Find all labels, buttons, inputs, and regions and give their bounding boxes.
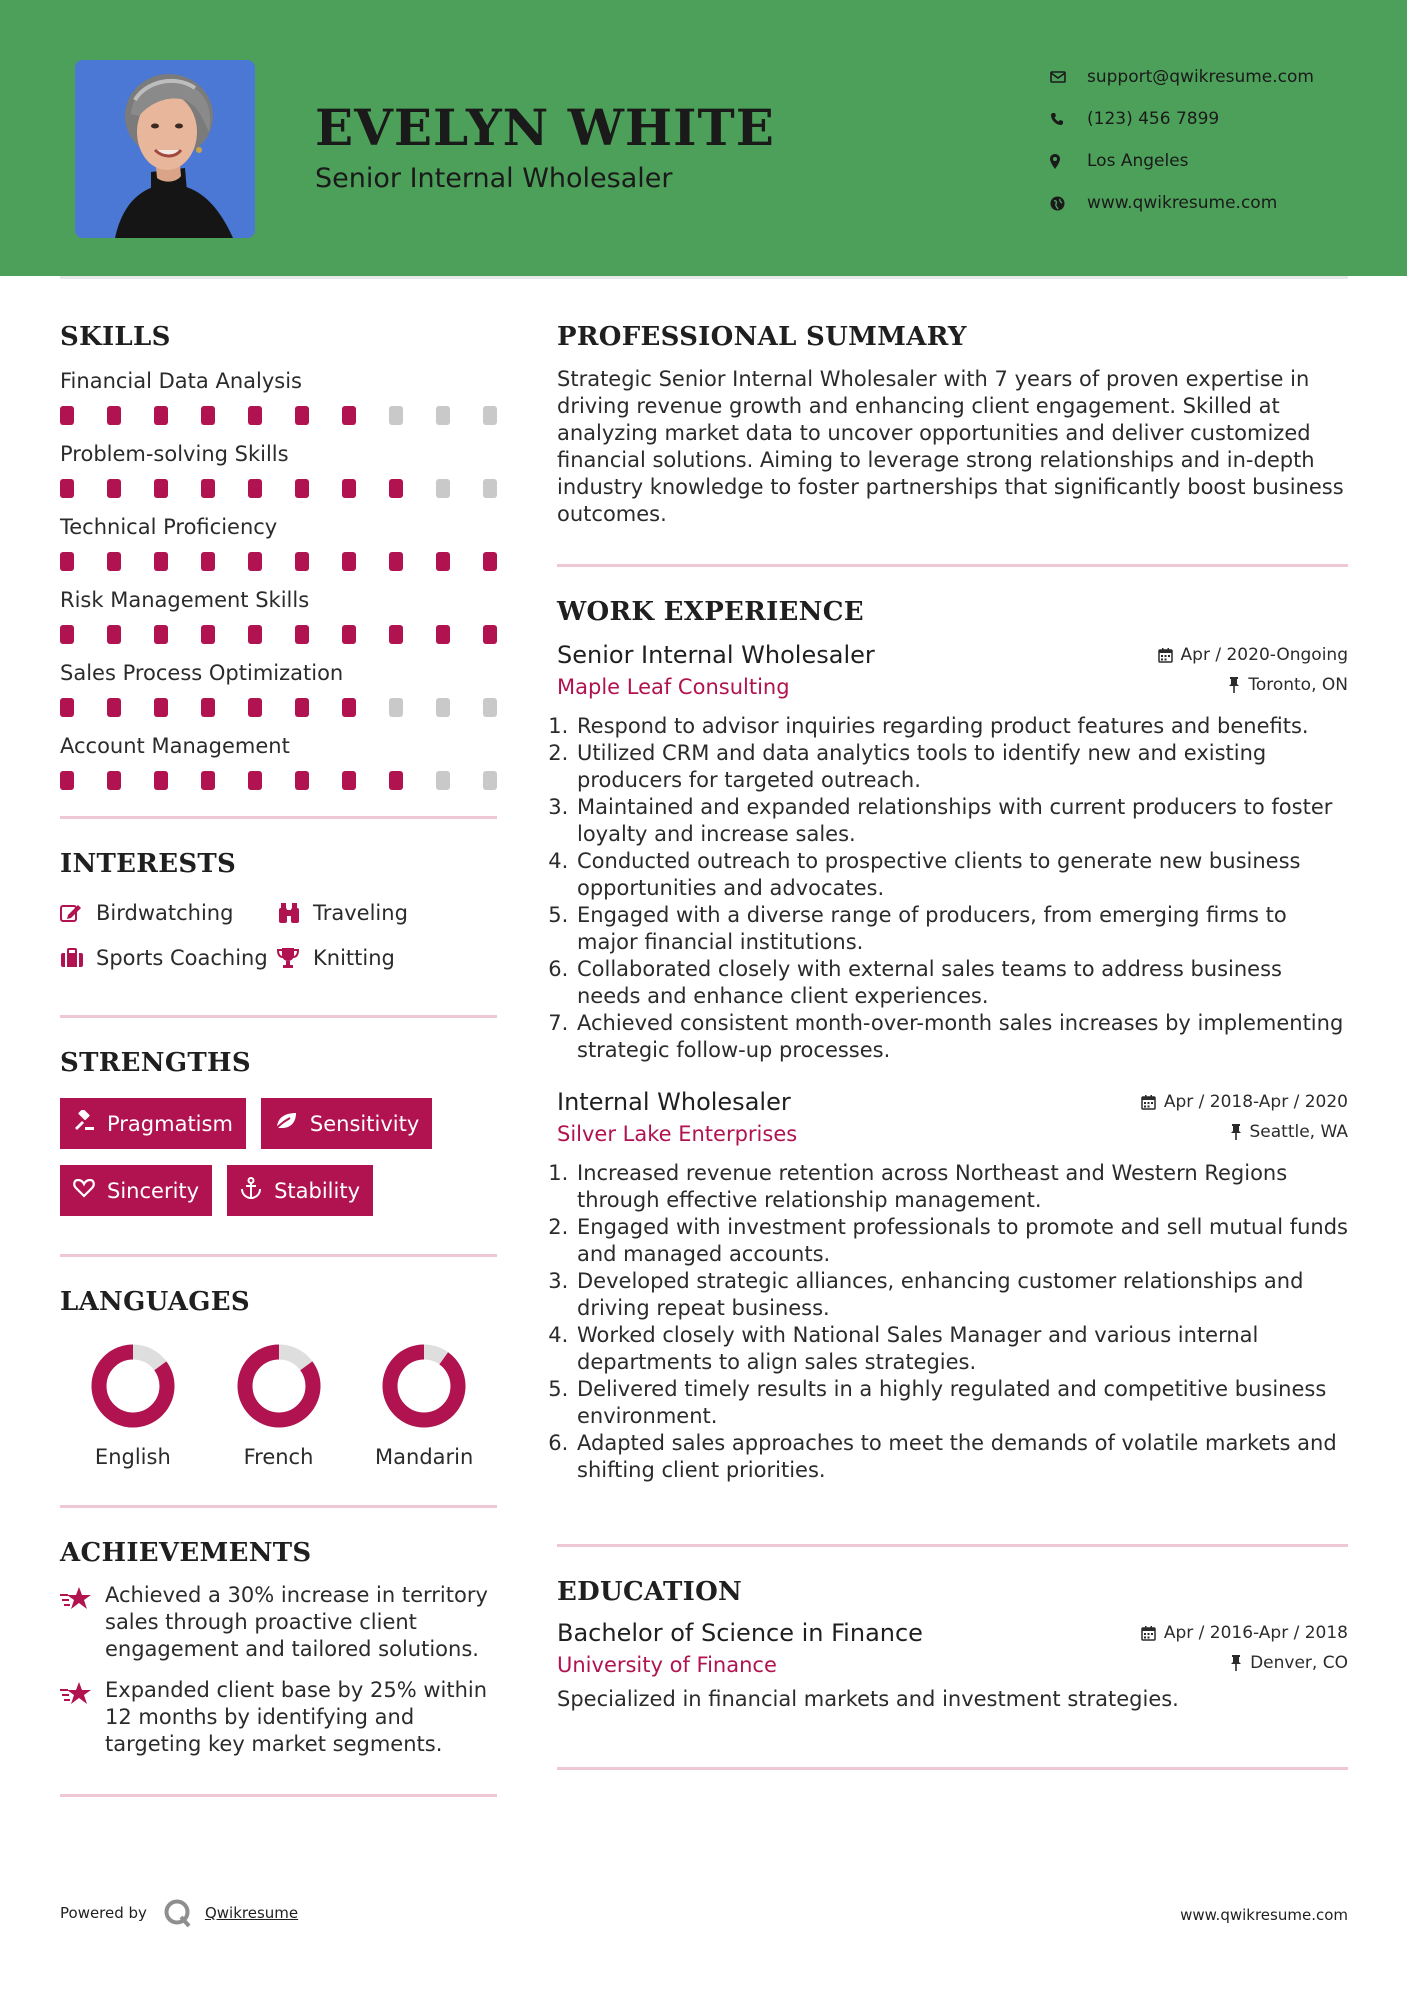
job-date (1158, 645, 1348, 665)
interest-label: Birdwatching (96, 900, 234, 925)
star-badge-icon (60, 1677, 105, 1758)
achievements-title: ACHIEVEMENTS (60, 1538, 312, 1568)
skill-name: Sales Process Optimization (60, 661, 344, 685)
interests-list (60, 897, 497, 973)
achievement-text: Expanded client base by 25% within 12 months by identifying and targeting key market segments. (105, 1678, 488, 1756)
skill-dot-filled (60, 406, 74, 425)
skill-dot-filled (342, 771, 356, 790)
trophy-icon (277, 947, 313, 969)
job-bullet: 6. Adapted sales approaches to meet the demands of volatile markets and shifting client priorities. (575, 1430, 1348, 1484)
education-description: Specialized in financial markets and investment strategies. (557, 1687, 1179, 1711)
skill-dot-filled (389, 479, 403, 498)
contact-phone[interactable] (1050, 98, 1314, 140)
leaf-icon (274, 1111, 298, 1136)
candidate-role: Senior Internal Wholesaler (315, 163, 673, 194)
footer-url[interactable]: www.qwikresume.com (1180, 1906, 1348, 1924)
skill-dot-filled (248, 771, 262, 790)
calendar-icon (1158, 648, 1173, 663)
phone-icon (1050, 112, 1087, 126)
contact-website[interactable] (1050, 182, 1314, 224)
education-location (1230, 1653, 1348, 1673)
strength-tag (60, 1165, 212, 1216)
job-bullet: 3. Maintained and expanded relationships with current producers to foster loyalty and increase sales. (575, 794, 1348, 848)
strength-label: Sensitivity (309, 1111, 420, 1136)
interest-item (277, 897, 497, 928)
job-location-text: Toronto, ON (1248, 675, 1348, 695)
skill-dot-empty (436, 771, 450, 790)
section-divider (60, 1794, 497, 1797)
contact-email[interactable] (1050, 56, 1314, 98)
interests-title: INTERESTS (60, 849, 237, 879)
map-pin-icon (1050, 154, 1087, 169)
star-badge-icon (60, 1582, 105, 1663)
skill-level-dots (60, 771, 497, 790)
skill-dot-empty (436, 479, 450, 498)
skill-dot-filled (201, 479, 215, 498)
language-label: English (94, 1445, 171, 1469)
skill-dot-filled (154, 406, 168, 425)
language-item (206, 1343, 352, 1469)
achievement-item (60, 1582, 497, 1663)
education-title: EDUCATION (557, 1577, 743, 1607)
skill-name: Account Management (60, 734, 290, 758)
skill-dot-filled (436, 625, 450, 644)
skill-name: Problem-solving Skills (60, 442, 289, 466)
skill-dot-filled (107, 406, 121, 425)
degree-title: Bachelor of Science in Finance (557, 1619, 923, 1647)
qwikresume-logo-icon (163, 1898, 193, 1928)
language-ring-fill (390, 1352, 458, 1420)
skill-dot-filled (436, 552, 450, 571)
summary-text: Strategic Senior Internal Wholesaler with 7 years of proven expertise in driving revenue growth and enhancing client engagement. Skilled at analyzing market data to uncover opportunities and deliver customized financial solutions. Aiming to leverage strong relationships and in-depth industry knowledge to foster partnerships that significantly boost business outcomes. (557, 367, 1344, 526)
job-bullet: 2. Engaged with investment professionals to promote and sell mutual funds and managed accounts. (575, 1214, 1348, 1268)
achievement-item (60, 1677, 497, 1758)
contact-website-text: www.qwikresume.com (1087, 193, 1278, 213)
skill-dot-filled (60, 625, 74, 644)
skill-dot-filled (107, 625, 121, 644)
interest-label: Knitting (313, 945, 395, 970)
contact-list (1050, 56, 1314, 224)
strength-label: Sincerity (107, 1178, 200, 1203)
skill-dot-filled (201, 698, 215, 717)
skill-dot-empty (483, 479, 497, 498)
left-column (60, 322, 497, 1797)
right-column (557, 322, 1348, 1770)
strength-label: Stability (274, 1178, 361, 1203)
interest-item (60, 942, 277, 973)
school-name: University of Finance (557, 1653, 777, 1677)
skill-dot-filled (154, 771, 168, 790)
job-bullet: 4. Conducted outreach to prospective clients to generate new business opportunities and advocates. (575, 848, 1348, 902)
skill-dot-filled (295, 625, 309, 644)
job-bullet: 5. Delivered timely results in a highly regulated and competitive business environment. (575, 1376, 1348, 1430)
pushpin-icon (1230, 1124, 1242, 1140)
skill-level-dots (60, 698, 497, 717)
skill-dot-filled (342, 479, 356, 498)
strength-tag (60, 1098, 246, 1149)
skill-dot-empty (483, 698, 497, 717)
skill-dot-filled (483, 625, 497, 644)
pushpin-icon (1230, 1655, 1242, 1671)
experience-title: WORK EXPERIENCE (557, 597, 864, 627)
job-bullet: 2. Utilized CRM and data analytics tools to identify new and existing producers for targeted outreach. (575, 740, 1348, 794)
heart-icon (73, 1178, 95, 1203)
candidate-name: EVELYN WHITE (315, 98, 775, 157)
job-entry (557, 1088, 1348, 1484)
skill-dot-filled (107, 479, 121, 498)
skill-dot-filled (389, 625, 403, 644)
skill-dot-filled (248, 625, 262, 644)
skills-title: SKILLS (60, 322, 171, 352)
language-level-ring (236, 1343, 322, 1429)
skill-dot-empty (483, 406, 497, 425)
interest-label: Sports Coaching (96, 945, 268, 970)
skill-dot-filled (342, 698, 356, 717)
skill-dot-filled (60, 698, 74, 717)
job-title: Senior Internal Wholesaler (557, 641, 875, 669)
job-entry (557, 641, 1348, 1064)
interest-item (60, 897, 277, 928)
briefcase-icon (60, 948, 96, 968)
job-date-text: Apr / 2018-Apr / 2020 (1163, 1092, 1348, 1112)
contact-email-text: support@qwikresume.com (1087, 67, 1314, 87)
skill-dot-filled (107, 771, 121, 790)
section-divider (60, 1505, 497, 1508)
skill-dot-filled (154, 625, 168, 644)
skill-dot-filled (248, 479, 262, 498)
edit-icon (60, 903, 96, 923)
calendar-icon (1141, 1095, 1156, 1110)
job-bullet: 7. Achieved consistent month-over-month sales increases by implementing strategic follow-up processes. (575, 1010, 1348, 1064)
skill-dot-filled (154, 552, 168, 571)
skill-dot-filled (201, 406, 215, 425)
section-divider (557, 1544, 1348, 1547)
company-name: Silver Lake Enterprises (557, 1122, 798, 1146)
interest-label: Traveling (313, 900, 408, 925)
achievement-text: Achieved a 30% increase in territory sales through proactive client engagement and tailored solutions. (105, 1583, 488, 1661)
strengths-title: STRENGTHS (60, 1048, 251, 1078)
interest-item (277, 942, 497, 973)
skills-list (60, 366, 497, 790)
strengths-list (60, 1098, 497, 1216)
strength-tag (227, 1165, 373, 1216)
job-bullet: 3. Developed strategic alliances, enhancing customer relationships and driving repeat business. (575, 1268, 1348, 1322)
qwikresume-link[interactable]: Qwikresume (204, 1904, 299, 1922)
binoculars-icon (277, 902, 313, 924)
skill-name: Risk Management Skills (60, 588, 310, 612)
skill-dot-filled (201, 552, 215, 571)
education-entry (557, 1619, 1348, 1711)
achievements-list (60, 1582, 497, 1758)
job-location (1228, 675, 1348, 695)
job-bullet: 1. Respond to advisor inquiries regarding product features and benefits. (575, 713, 1348, 740)
skill-dot-filled (201, 771, 215, 790)
job-bullet: 1. Increased revenue retention across Northeast and Western Regions through effective relationship management. (575, 1160, 1348, 1214)
language-level-ring (381, 1343, 467, 1429)
skill-dot-filled (295, 771, 309, 790)
skill-name: Technical Proficiency (60, 515, 278, 539)
job-bullets (575, 713, 1348, 1064)
skill-dot-filled (248, 406, 262, 425)
job-bullets (575, 1160, 1348, 1484)
resume-header (0, 0, 1407, 276)
skill-level-dots (60, 479, 497, 498)
pushpin-icon (1228, 677, 1240, 693)
skill-dot-filled (295, 479, 309, 498)
skill-dot-filled (295, 698, 309, 717)
powered-by-text: Powered by (60, 1904, 147, 1922)
job-title: Internal Wholesaler (557, 1088, 791, 1116)
job-date-text: Apr / 2020-Ongoing (1180, 645, 1348, 665)
section-divider (60, 816, 497, 819)
skill-dot-filled (483, 552, 497, 571)
job-location-text: Seattle, WA (1249, 1122, 1348, 1142)
skill-dot-filled (201, 625, 215, 644)
skill-dot-empty (436, 698, 450, 717)
skill-dot-filled (342, 552, 356, 571)
language-item (60, 1343, 206, 1469)
skill-level-dots (60, 552, 497, 571)
language-item (351, 1343, 497, 1469)
skill-dot-filled (107, 698, 121, 717)
skill-dot-filled (248, 552, 262, 571)
language-label: French (243, 1445, 314, 1469)
summary-title: PROFESSIONAL SUMMARY (557, 322, 967, 352)
skill-dot-filled (154, 479, 168, 498)
skill-dot-empty (389, 406, 403, 425)
skill-dot-filled (107, 552, 121, 571)
calendar-icon (1141, 1626, 1156, 1641)
languages-title: LANGUAGES (60, 1287, 250, 1317)
skill-dot-filled (60, 479, 74, 498)
contact-location (1050, 140, 1314, 182)
section-divider (557, 1767, 1348, 1770)
job-bullet: 5. Engaged with a diverse range of producers, from emerging firms to major financial institutions. (575, 902, 1348, 956)
skill-level-dots (60, 625, 497, 644)
strength-label: Pragmatism (107, 1111, 233, 1136)
skill-name: Financial Data Analysis (60, 369, 302, 393)
skill-dot-empty (436, 406, 450, 425)
globe-icon (1050, 196, 1087, 211)
skill-dot-filled (389, 771, 403, 790)
envelope-icon (1050, 71, 1087, 83)
company-name: Maple Leaf Consulting (557, 675, 790, 699)
language-level-ring (90, 1343, 176, 1429)
skill-dot-empty (483, 771, 497, 790)
language-label: Mandarin (375, 1445, 474, 1469)
anchor-icon (240, 1177, 262, 1204)
skill-dot-filled (248, 698, 262, 717)
skill-dot-filled (342, 406, 356, 425)
strength-tag (261, 1098, 432, 1149)
gavel-icon (73, 1110, 95, 1137)
header-divider (60, 276, 1348, 279)
contact-location-text: Los Angeles (1087, 151, 1189, 171)
education-date-text: Apr / 2016-Apr / 2018 (1163, 1623, 1348, 1643)
footer-powered-by (60, 1898, 298, 1928)
skill-dot-filled (295, 406, 309, 425)
skill-dot-filled (154, 698, 168, 717)
languages-list (60, 1343, 497, 1469)
skill-level-dots (60, 406, 497, 425)
profile-photo (75, 60, 255, 238)
job-location (1230, 1122, 1349, 1142)
section-divider (60, 1254, 497, 1257)
job-bullet: 6. Collaborated closely with external sales teams to address business needs and enhance client experiences. (575, 956, 1348, 1010)
skill-dot-empty (389, 698, 403, 717)
education-location-text: Denver, CO (1250, 1653, 1348, 1673)
contact-phone-text: (123) 456 7899 (1087, 109, 1220, 129)
job-bullet: 4. Worked closely with National Sales Manager and various internal departments to align sales strategies. (575, 1322, 1348, 1376)
job-date (1141, 1092, 1348, 1112)
skill-dot-filled (60, 771, 74, 790)
skill-dot-filled (342, 625, 356, 644)
skill-dot-filled (389, 552, 403, 571)
skill-dot-filled (60, 552, 74, 571)
skill-dot-filled (295, 552, 309, 571)
section-divider (557, 564, 1348, 567)
section-divider (60, 1015, 497, 1018)
education-date (1141, 1623, 1348, 1643)
